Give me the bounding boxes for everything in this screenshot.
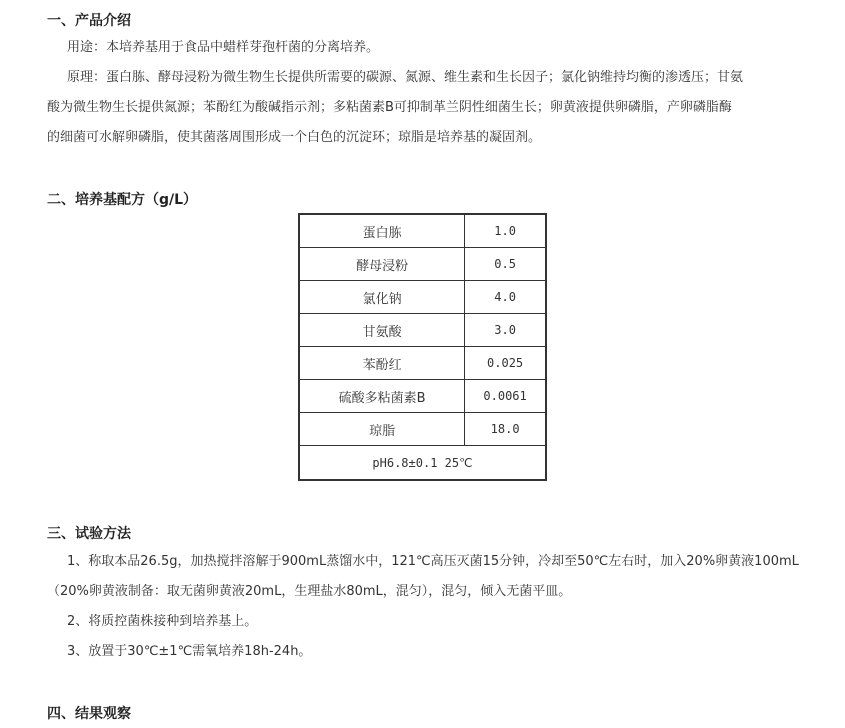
ingredient-amount: 0.025 bbox=[465, 347, 546, 380]
ingredient-amount: 1.0 bbox=[465, 214, 546, 248]
principle-text-line-3: 的细菌可水解卵磷脂，使其菌落周围形成一个白色的沉淀环；琼脂是培养基的凝固剂。 bbox=[47, 130, 542, 145]
ingredient-name: 琼脂 bbox=[299, 413, 465, 446]
principle-text-line-2: 酸为微生物生长提供氮源；苯酚红为酸碱指示剂；多粘菌素B可抑制革兰阴性细菌生长；卵黄液提供卵磷脂，产卵磷脂酶 bbox=[47, 100, 732, 115]
ingredient-amount: 0.0061 bbox=[465, 380, 546, 413]
method-step-1-line-2: （20%卵黄液制备：取无菌卵黄液20mL，生理盐水80mL，混匀），混匀，倾入无菌平皿。 bbox=[47, 584, 572, 599]
ingredient-name: 苯酚红 bbox=[299, 347, 465, 380]
method-step-1-line-1: 1、称取本品26.5g，加热搅拌溶解于900mL蒸馏水中，121℃高压灭菌15分钟，冷却至50℃左右时，加入20%卵黄液100mL bbox=[67, 554, 799, 569]
section-title-method: 三、试验方法 bbox=[47, 526, 131, 542]
ingredient-amount: 18.0 bbox=[465, 413, 546, 446]
section-title-intro: 一、产品介绍 bbox=[47, 13, 131, 29]
ingredient-name: 酵母浸粉 bbox=[299, 248, 465, 281]
ingredient-amount: 4.0 bbox=[465, 281, 546, 314]
ingredient-name: 氯化钠 bbox=[299, 281, 465, 314]
section-title-result: 四、结果观察 bbox=[47, 706, 131, 722]
ingredient-name: 硫酸多粘菌素B bbox=[299, 380, 465, 413]
ingredient-name: 甘氨酸 bbox=[299, 314, 465, 347]
table-row-ph bbox=[299, 446, 546, 481]
section-title-recipe: 二、培养基配方（g/L） bbox=[47, 192, 198, 208]
principle-text-line-1: 原理：蛋白胨、酵母浸粉为微生物生长提供所需要的碳源、氮源、维生素和生长因子；氯化钠维持均衡的渗透压；甘氨 bbox=[67, 70, 744, 85]
table-row bbox=[299, 380, 546, 413]
ingredient-amount: 3.0 bbox=[465, 314, 546, 347]
recipe-table bbox=[298, 213, 547, 481]
usage-text: 用途：本培养基用于食品中蜡样芽孢杆菌的分离培养。 bbox=[67, 40, 380, 55]
method-step-2: 2、将质控菌株接种到培养基上。 bbox=[67, 614, 258, 629]
ph-value: pH6.8±0.1 25℃ bbox=[299, 446, 546, 481]
table-row bbox=[299, 248, 546, 281]
table-row bbox=[299, 347, 546, 380]
ingredient-name: 蛋白胨 bbox=[299, 214, 465, 248]
table-row bbox=[299, 281, 546, 314]
table-row bbox=[299, 413, 546, 446]
ingredient-amount: 0.5 bbox=[465, 248, 546, 281]
table-row bbox=[299, 214, 546, 248]
method-step-3: 3、放置于30℃±1℃需氧培养18h-24h。 bbox=[67, 644, 312, 659]
table-row bbox=[299, 314, 546, 347]
